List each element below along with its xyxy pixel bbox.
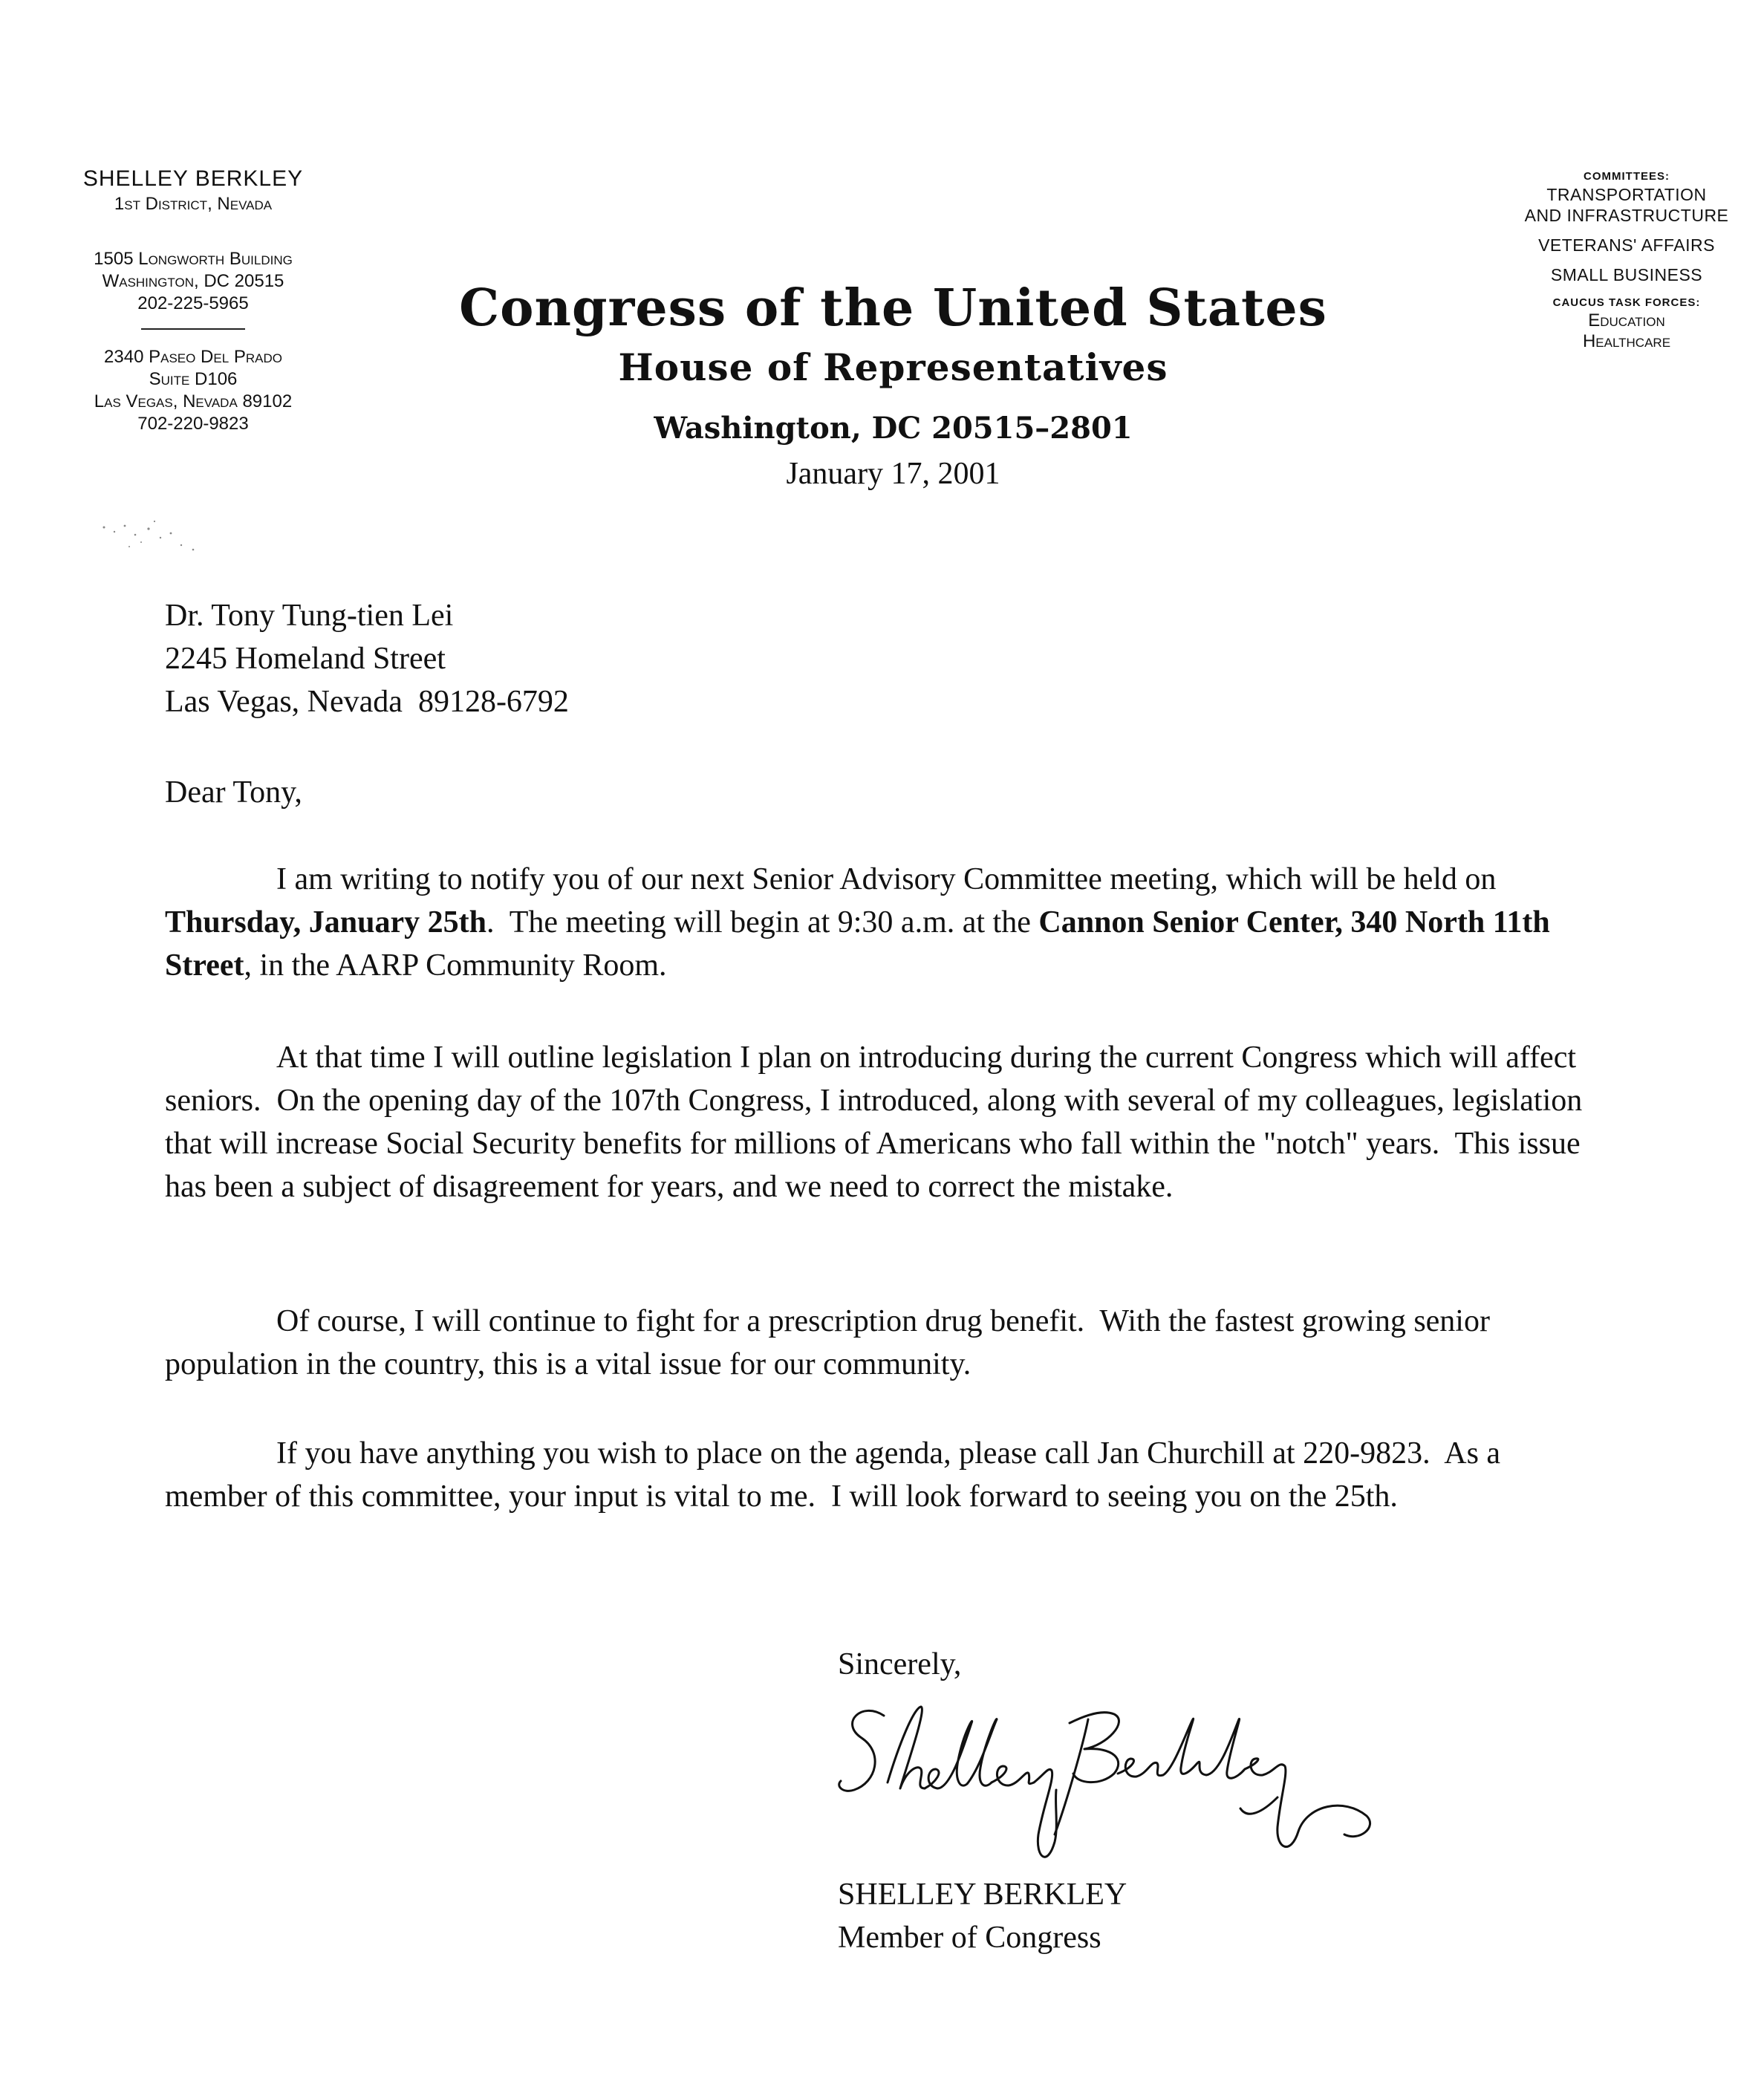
caucus-item: Education — [1588, 310, 1665, 330]
signature — [832, 1686, 1381, 1872]
member-district: 1st District, Nevada — [114, 194, 273, 214]
committee-item: VETERANS' AFFAIRS — [1538, 235, 1715, 255]
local-office-line2: Suite D106 — [149, 369, 238, 389]
recipient-city: Las Vegas, Nevada 89128-6792 — [165, 685, 569, 719]
letterhead-center — [416, 275, 1370, 495]
divider — [141, 328, 245, 330]
letterhead-right — [1511, 169, 1742, 352]
committee-item: SMALL BUSINESS — [1550, 265, 1703, 284]
meeting-date: Thursday, January 25th — [165, 905, 486, 940]
dc-office-phone: 202-225-5965 — [137, 293, 249, 313]
caucus-item: Healthcare — [1582, 331, 1671, 351]
signer-name: SHELLEY BERKLEY — [838, 1878, 1127, 1912]
signer-title: Member of Congress — [838, 1921, 1101, 1955]
letterhead-left — [37, 165, 349, 435]
paragraph-2: At that time I will outline legislation I plan on introducing during the current Congress which will affect seniors. On the opening day of the 107th Congress, I introduced, along with several of my colleagues, legislation that will increase Social Security benefits for millions of Americans who fall within the "notch" years. This issue has been a subject of disagreement for years, and we need to correct the mistake. — [165, 1041, 1590, 1204]
meeting-location: Cannon Senior Center, 340 North 11th Street — [165, 905, 1550, 983]
local-office-phone: 702-220-9823 — [137, 414, 249, 434]
p1-text-a: I am writing to notify you of our next Senior Advisory Committee meeting, which will be held on — [276, 862, 1497, 896]
letterhead-title: Congress of the United States — [459, 279, 1327, 338]
recipient-address — [165, 594, 833, 723]
recipient-street: 2245 Homeland Street — [165, 642, 446, 676]
signer-block — [838, 1873, 1358, 1959]
letterhead-subtitle: House of Representatives — [618, 345, 1168, 389]
committee-item: AND INFRASTRUCTURE — [1524, 206, 1729, 225]
caucus-heading: CAUCUS TASK FORCES: — [1552, 296, 1701, 309]
paragraph-3: Of course, I will continue to fight for a prescription drug benefit. With the fastest growing senior population in the country, this is a vital issue for our community. — [165, 1304, 1498, 1381]
dc-office-line2: Washington, DC 20515 — [102, 271, 284, 291]
paragraph-1 — [165, 858, 1602, 987]
committees-heading: COMMITTEES: — [1584, 170, 1670, 183]
dc-office-line1: 1505 Longworth Building — [94, 249, 293, 269]
closing: Sincerely, — [838, 1647, 962, 1681]
salutation: Dear Tony, — [165, 775, 302, 810]
member-name: SHELLEY BERKLEY — [82, 166, 304, 191]
local-office-line1: 2340 Paseo Del Prado — [104, 347, 282, 367]
recipient-name: Dr. Tony Tung-tien Lei — [165, 599, 454, 633]
paragraph-4: If you have anything you wish to place on the agenda, please call Jan Churchill at 220-9823. As a member of this committee, your input is vital to me. I will look forward to seeing you on the 25th. — [165, 1436, 1508, 1514]
scan-speckle — [89, 512, 208, 557]
local-office-line3: Las Vegas, Nevada 89102 — [94, 391, 293, 411]
letterhead-city: Washington, DC 20515–2801 — [654, 411, 1133, 446]
p1-text-c: . The meeting will begin at 9:30 a.m. at the — [486, 905, 1039, 940]
p1-text-e: , in the AARP Community Room. — [244, 948, 667, 983]
letter-date: January 17, 2001 — [786, 457, 1000, 491]
committee-item: TRANSPORTATION — [1546, 185, 1707, 204]
